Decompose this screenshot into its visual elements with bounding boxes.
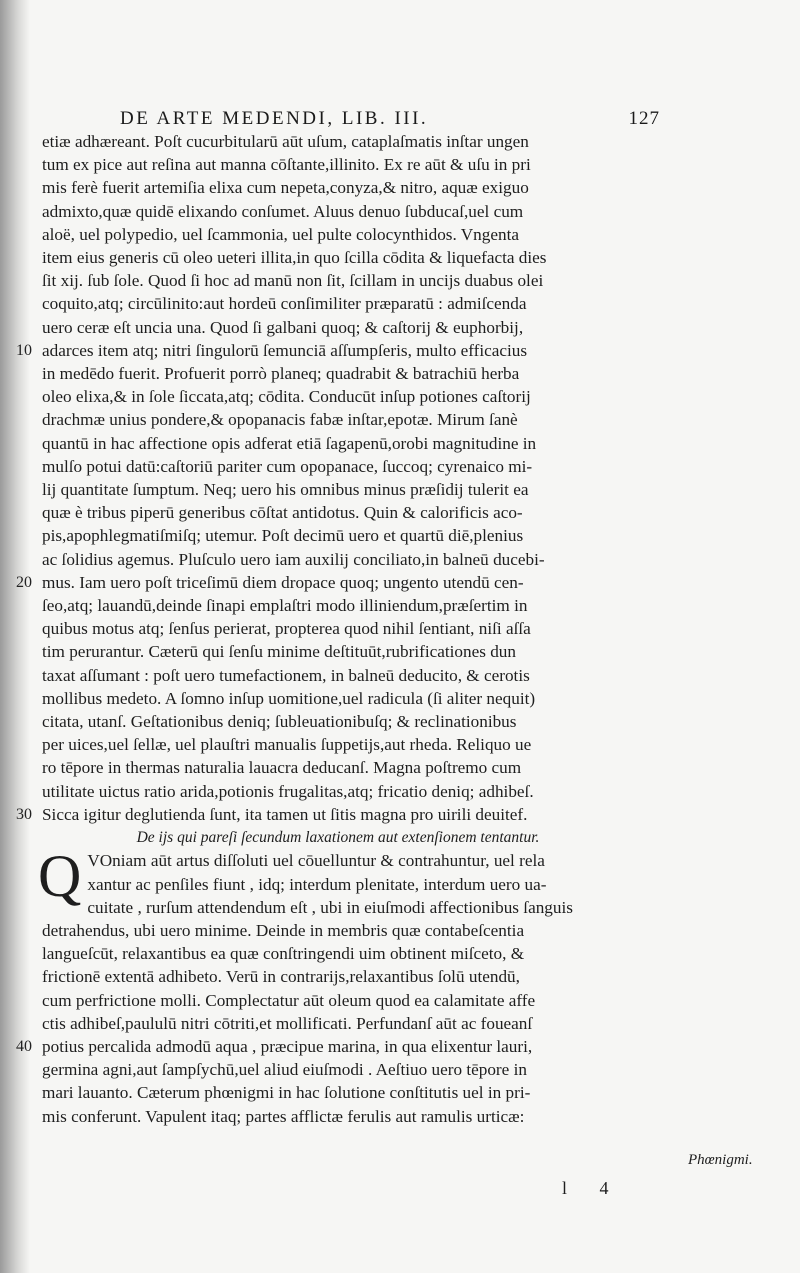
text-line: etiæ adhæreant. Poſt cucurbitularū aūt uſum, cataplaſmatis inſtar ungen — [42, 132, 529, 151]
text-line: mari lauanto. Cæterum phœnigmi in hac ſolutione conſtitutis uel in pri- — [42, 1083, 531, 1103]
section-heading: De ijs qui pareſi ſecundum laxationem aut extenſionem tentantur. — [136, 829, 540, 847]
paragraph-one — [16, 130, 678, 826]
text-line: coquito,atq; circūlinito:aut hordeū conſimiliter præparatū : admiſcenda — [42, 294, 527, 314]
text-line: mis ferè fuerit artemiſia elixa cum nepeta,conyza,& nitro, aquæ exiguo — [42, 178, 529, 198]
running-title: DE ARTE MEDENDI, LIB. III. — [120, 108, 429, 129]
text-line-content: Sicca igitur deglutienda ſunt, ita tamen ut ſitis magna pro uirili deuitef. — [42, 804, 528, 824]
text-line: cum perfrictione molli. Complectatur aūt oleum quod ea calamitate affe — [42, 990, 536, 1010]
text-line: quantū in hac affectione opis adferat etiā ſagapenū,orobi magnitudine in — [42, 433, 537, 453]
text-line: per uices,uel ſellæ, uel plauſtri manualis ſuppetijs,aut rheda. Reliquo ue — [42, 735, 532, 755]
folio-number: 127 — [628, 108, 660, 129]
text-line-40 — [16, 1035, 678, 1058]
text-line: quibus motus atq; ſenſus perierat, propterea quod nihil ſentiant, niſi aſſa — [42, 619, 531, 639]
text-line: detrahendus, ubi uero minime. Deinde in membris quæ contabeſcentia — [42, 920, 525, 940]
text-line: ſit xij. ſub ſole. Quod ſi hoc ad manū non ſit, ſcillam in uncijs duabus olei — [42, 271, 544, 291]
text-line: ro tēpore in thermas naturalia lauacra deducanſ. Magna poſtremo cum — [42, 758, 522, 778]
text-line: ctis adhibeſ,paululū nitri cōtriti,et mollificati. Perfundanſ aūt ac foueanſ — [42, 1013, 533, 1033]
gutter-shadow — [0, 0, 30, 1273]
line-number: 40 — [16, 1037, 32, 1055]
text-line: oleo elixa,& in ſole ſiccata,atq; cōdita. Conducūt inſup potiones caſtorij — [42, 387, 531, 407]
text-line: ac ſolidius agemus. Pluſculo uero iam auxilij conciliato,in balneū ducebi- — [42, 549, 545, 569]
line-number: 20 — [16, 573, 32, 591]
paragraph-two — [16, 843, 678, 1127]
text-line: mis conferunt. Vapulent itaq; partes afflictæ ferulis aut ramulis urticæ: — [42, 1106, 525, 1126]
text-line: cuitate , rurſum attendendum eſt , ubi in eiuſmodi affectionibus ſanguis — [87, 897, 573, 917]
text-line: lij quantitate ſumptum. Neq; uero his omnibus minus præſidij tulerit ea — [42, 480, 529, 500]
text-line: utilitate uictus ratio arida,potionis frugalitas,atq; fricatio deniq; adhibeſ. — [42, 781, 534, 801]
text-line: item eius generis cū oleo ueteri illita,in quo ſcilla cōdita & liquefacta dies — [42, 248, 547, 268]
text-line: taxat aſſumant : poſt uero tumefactionem, in balneū deducito, & cerotis — [42, 665, 530, 685]
text-line: in medēdo fuerit. Profuerit porrò planeq; quadrabit & batrachiū herba — [42, 364, 520, 384]
text-line: VOniam aūt artus diſſoluti uel cōuelluntur & contrahuntur, uel rela — [87, 851, 545, 871]
text-line: germina agni,aut ſampſychū,uel aliud eiuſmodi . Aeſtiuo uero tēpore in — [42, 1060, 527, 1080]
text-line-10 — [16, 339, 678, 362]
drop-capital: Q — [38, 843, 82, 910]
text-line-content: mus. Iam uero poſt triceſimū diem dropace quoq; ungento utendū cen- — [42, 572, 524, 592]
line-number: 30 — [16, 805, 32, 823]
text-line: drachmæ unius pondere,& opopanacis fabæ inſtar,epotæ. Mirum ſanè — [42, 410, 518, 430]
text-line: xantur ac penſiles fiunt , idq; interdum plenitate, interdum uero ua- — [87, 874, 547, 894]
text-line: langueſcūt, relaxantibus ea quæ conſtringendi uim obtinent miſceto, & — [42, 944, 525, 964]
text-line: tim perurantur. Cæterū qui ſenſu minime deſtituūt,rubrificationes dun — [42, 642, 516, 662]
text-line: uero ceræ eſt uncia una. Quod ſi galbani quoq; & caſtorij & euphorbij, — [42, 317, 524, 337]
line-number: 10 — [16, 341, 32, 359]
text-line: ſeo,atq; lauandū,deinde ſinapi emplaſtri modo illiniendum,præſertim in — [42, 596, 528, 616]
marginal-note: Phœnigmi. — [688, 1152, 753, 1168]
text-line: aloë, uel polypedio, uel ſcammonia, uel pulte colocynthidos. Vngenta — [42, 224, 519, 244]
text-line: quæ è tribus piperū generibus cōſtat antidotus. Quin & calorificis aco- — [42, 503, 523, 523]
text-line-content: potius percalida admodū aqua , præcipue marina, in qua elixentur lauri, — [42, 1036, 533, 1056]
text-line-content: adarces item atq; nitri ſingulorū ſemunciā aſſumpſeris, multo efficacius — [42, 340, 528, 360]
text-line: citata, utanſ. Geſtationibus deniq; ſubleuationibuſq; & reclinationibus — [42, 712, 517, 732]
text-line: mollibus medeto. A ſomno inſup uomitione,uel radicula (ſi aliter nequit) — [42, 688, 536, 708]
text-line: tum ex pice aut reſina aut manna cōſtante,illinito. Ex re aūt & uſu in pri — [42, 155, 531, 175]
main-text-block — [16, 130, 678, 1128]
text-line: admixto,quæ quidē elixando conſumet. Aluus denuo ſubducaſ,uel cum — [42, 201, 524, 221]
text-line: frictionē extentā adhibeto. Verū in contrarijs,relaxantibus ſolū utendū, — [42, 967, 520, 987]
text-line-20 — [16, 571, 678, 594]
signature-mark: l 4 — [562, 1178, 623, 1198]
text-line: pis,apophlegmatiſmiſq; utemur. Poſt decimū uero et quartū diē,plenius — [42, 526, 524, 546]
text-line: mulſo potui datū:caſtoriū pariter cum opopanace, ſuccoq; cyrenaico mi- — [42, 456, 533, 476]
text-line-30 — [16, 803, 678, 826]
